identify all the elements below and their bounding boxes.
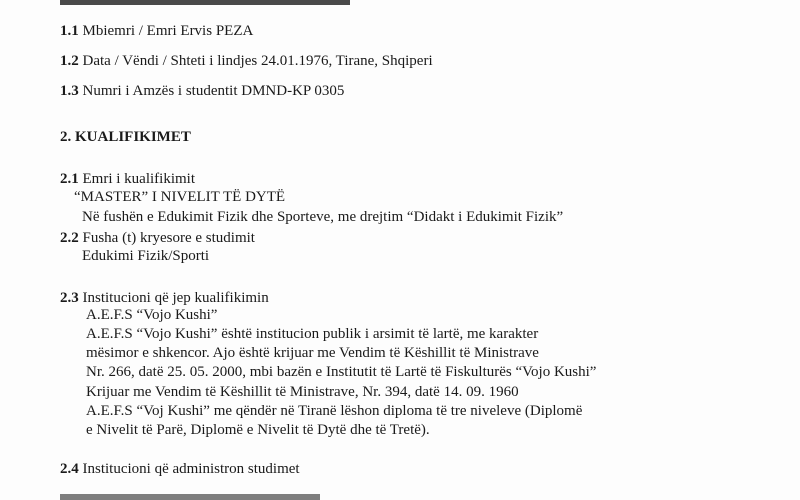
section-2-heading: 2. KUALIFIKIMET [60,129,191,145]
item-number: 2.4 [60,461,79,477]
item-number: 2.2 [60,230,79,246]
item-number: 2.3 [60,290,79,306]
item-2-1-sub-2: Në fushën e Edukimit Fizik dhe Sporteve, me drejtim “Didakt i Edukimit Fizik” [82,209,564,225]
line-text: Mbiemri / Emri Ervis PEZA [78,23,254,39]
line-number: 1.3 [60,83,79,99]
line-text: Data / Vëndi / Shteti i lindjes 24.01.1976, Tirane, Shqiperi [78,53,433,69]
line-number: 1.2 [60,53,79,69]
item-2-3-sub-6: A.E.F.S “Voj Kushi” me qëndër në Tiranë lëshon diploma të tre niveleve (Diplomë [86,403,583,419]
item-2-4 [60,460,300,478]
item-2-1 [60,170,195,188]
item-2-3-sub-4: Nr. 266, datë 25. 05. 2000, mbi bazën e Institutit të Lartë të Fiskulturës “Vojo Kushi” [86,364,597,380]
line-number: 1.1 [60,23,79,39]
item-2-3-sub-5: Krijuar me Vendim të Këshillit të Ministrave, Nr. 394, datë 14. 09. 1960 [86,384,519,400]
item-number: 2.1 [60,171,79,187]
item-title: Institucioni që administron studimet [78,461,300,477]
line-1-2 [60,52,433,70]
item-2-3-sub-1: A.E.F.S “Vojo Kushi” [86,307,218,323]
item-2-2-sub-1: Edukimi Fizik/Sporti [82,248,210,264]
item-2-2 [60,229,255,247]
item-title: Institucioni që jep kualifikimin [78,290,269,306]
item-title: Emri i kualifikimit [78,171,195,187]
item-2-3-sub-2: A.E.F.S “Vojo Kushi” është institucion publik i arsimit të lartë, me karakter [86,326,539,342]
top-rule [60,0,350,5]
item-2-3-sub-7: e Nivelit të Parë, Diplomë e Nivelit të Dytë dhe të Tretë). [86,422,430,438]
item-2-3 [60,289,269,307]
item-title: Fusha (t) kryesore e studimit [78,230,255,246]
bottom-rule [60,494,320,500]
item-2-1-sub-1: “MASTER” I NIVELIT TË DYTË [74,189,286,205]
line-1-1 [60,22,253,40]
line-1-3 [60,82,344,100]
line-text: Numri i Amzës i studentit DMND-KP 0305 [78,83,345,99]
item-2-3-sub-3: mësimor e shkencor. Ajo është krijuar me Vendim të Këshillit të Ministrave [86,345,539,361]
